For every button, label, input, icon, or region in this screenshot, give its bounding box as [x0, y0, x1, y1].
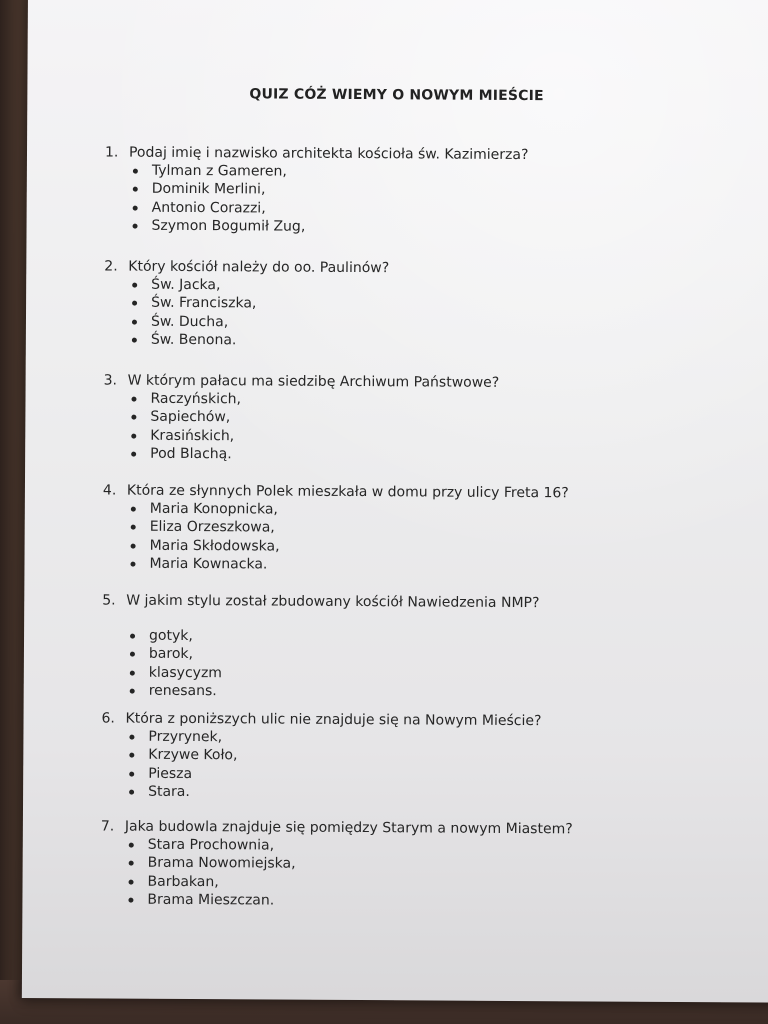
answer-option: Św. Franciszka,: [104, 294, 744, 316]
question-number: 4.: [102, 482, 117, 499]
question-number: 7.: [100, 818, 115, 835]
answer-list: [103, 389, 743, 466]
question-number: 6.: [101, 710, 115, 727]
answer-option: Krzywe Koło,: [101, 746, 741, 768]
question-2: [104, 257, 745, 352]
answer-option: Raczyńskich,: [103, 389, 743, 411]
answer-list: [104, 275, 744, 352]
question-1: [105, 143, 746, 238]
answer-option: Tylman z Gameren,: [105, 161, 745, 183]
answer-option: Św. Benona.: [104, 330, 744, 352]
question-label: Która z poniższych ulic nie znajduje się na Nowym Mieście?: [125, 710, 542, 730]
answer-option: Św. Ducha,: [104, 312, 744, 334]
question-number: 1.: [104, 144, 119, 161]
answer-option: Brama Mieszczan.: [100, 890, 740, 912]
question-number: 2.: [104, 258, 118, 275]
question-number: 5.: [102, 592, 116, 609]
answer-option: Maria Konopnicka,: [103, 499, 743, 521]
answer-list: [102, 626, 742, 703]
answer-option: Stara.: [101, 782, 741, 804]
answer-list: [105, 161, 745, 238]
answer-option: klasycyzm: [102, 663, 742, 685]
quiz-sheet: [22, 0, 768, 1003]
question-3: [103, 371, 744, 466]
question-label: W jakim stylu został zbudowany kościół Nawiedzenia NMP?: [126, 592, 540, 612]
answer-option: gotyk,: [102, 626, 742, 648]
answer-list: [102, 499, 742, 576]
answer-option: Św. Jacka,: [104, 275, 744, 297]
answer-option: Antonio Corazzi,: [105, 198, 745, 220]
question-6: [101, 709, 742, 804]
answer-option: Brama Nowomiejska,: [101, 854, 741, 876]
answer-option: Barbakan,: [101, 872, 741, 894]
answer-option: Szymon Bogumił Zug,: [105, 216, 745, 238]
question-label: W którym pałacu ma siedzibę Archiwum Państwowe?: [127, 372, 500, 391]
answer-option: Przyrynek,: [101, 727, 741, 749]
question-label: Jaka budowla znajduje się pomiędzy Starym a nowym Miastem?: [124, 818, 573, 838]
question-label: Podaj imię i nazwisko architekta kościoła św. Kazimierza?: [128, 144, 529, 164]
answer-option: Maria Skłodowska,: [103, 536, 743, 558]
question-number: 3.: [103, 372, 118, 389]
answer-option: Maria Kownacka.: [102, 554, 742, 576]
answer-option: Krasińskich,: [103, 426, 743, 448]
answer-option: Dominik Merlini,: [105, 180, 745, 202]
question-label: Który kościół należy do oo. Paulinów?: [128, 258, 390, 277]
question-label: Która ze słynnych Polek mieszkała w domu przy ulicy Freta 16?: [126, 482, 569, 502]
answer-option: Eliza Orzeszkowa,: [103, 518, 743, 540]
quiz-title: QUIZ CÓŻ WIEMY O NOWYM MIEŚCIE: [249, 86, 544, 105]
answer-list: [101, 727, 741, 804]
answer-option: Sapiechów,: [103, 408, 743, 430]
question-4: [102, 481, 743, 576]
question-7: [100, 817, 741, 912]
answer-option: barok,: [102, 645, 742, 667]
answer-option: Pod Blachą.: [103, 444, 743, 466]
answer-list: [100, 835, 740, 912]
answer-option: Stara Prochownia,: [101, 835, 741, 857]
answer-option: Piesza: [101, 764, 741, 786]
question-text: [102, 591, 742, 613]
question-5: [102, 591, 743, 703]
answer-option: renesans.: [102, 681, 742, 703]
